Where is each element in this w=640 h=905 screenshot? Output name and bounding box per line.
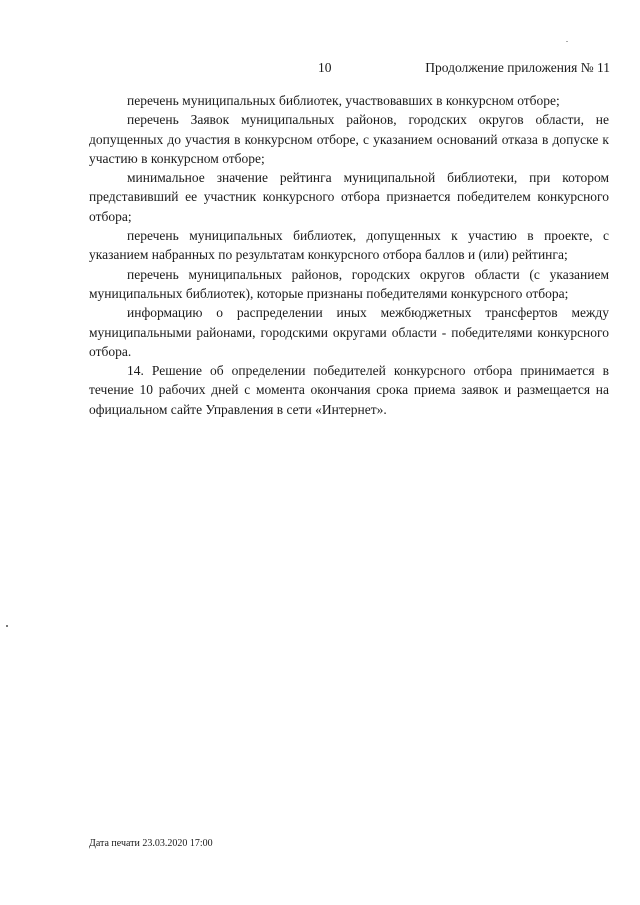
paragraph-rejected-applications: перечень Заявок муниципальных районов, городских округов области, не допущенных до участия в конкурсном отборе, с указанием оснований отказа в допуске к участию в конкурсном отборе; [89,112,609,166]
paragraph-libraries-participated: перечень муниципальных библиотек, участвовавших в конкурсном отборе; [127,93,560,108]
scan-artifact [6,625,8,627]
document-body [89,91,609,419]
paragraph-admitted-libraries: перечень муниципальных библиотек, допущенных к участию в проекте, с указанием набранных по результатам конкурсного отбора баллов и (или) рейтинга; [89,228,609,263]
print-date: Дата печати 23.03.2020 17:00 [89,838,213,849]
scan-artifact [566,41,568,42]
paragraph-winners-list: перечень муниципальных районов, городских округов области (с указанием муниципальных библиотек), которые признаны победителями конкурсного отбора; [89,266,609,301]
appendix-header: Продолжение приложения № 11 [425,60,610,75]
paragraph-transfer-distribution: информацию о распределении иных межбюджетных трансфертов между муниципальными районами, городскими округами области - победителями конкурсного отбора. [89,305,609,359]
page-number: 10 [318,60,332,75]
paragraph-minimum-rating: минимальное значение рейтинга муниципальной библиотеки, при котором представивший ее участник конкурсного отбора признается победителем конкурсного отбора; [89,170,609,224]
paragraph-14-decision: 14. Решение об определении победителей конкурсного отбора принимается в течение 10 рабочих дней с момента окончания срока приема заявок и размещается на официальном сайте Управления в сети «Интернет». [89,363,609,417]
